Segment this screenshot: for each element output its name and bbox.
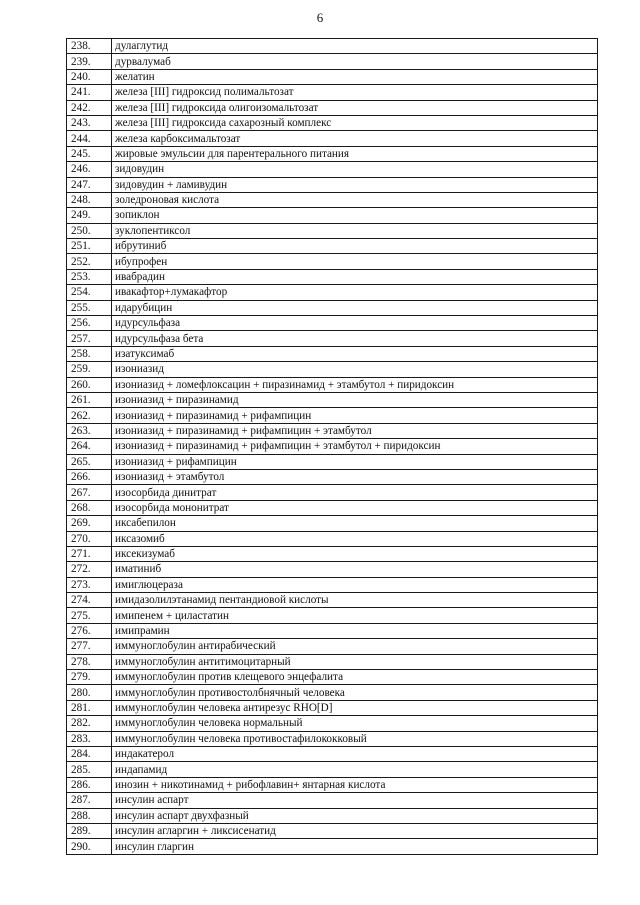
row-number-cell: 289. — [67, 823, 112, 838]
drug-name-cell: изониазид — [112, 362, 598, 377]
row-number-cell: 269. — [67, 516, 112, 531]
drug-name-cell: золедроновая кислота — [112, 192, 598, 207]
drug-name-cell: иммуноглобулин человека антирезус RHO[D] — [112, 700, 598, 715]
table-row — [67, 85, 598, 100]
table-row — [67, 254, 598, 269]
row-number-cell: 287. — [67, 793, 112, 808]
drug-name-cell: иммуноглобулин антитимоцитарный — [112, 654, 598, 669]
table-row — [67, 285, 598, 300]
row-number-cell: 284. — [67, 746, 112, 761]
drug-name-cell: ибупрофен — [112, 254, 598, 269]
drug-name-cell: изониазид + рифампицин — [112, 454, 598, 469]
table-row — [67, 439, 598, 454]
table-row — [67, 377, 598, 392]
table-row — [67, 623, 598, 638]
table-row — [67, 69, 598, 84]
drug-name-cell: железа [III] гидроксид полимальтозат — [112, 85, 598, 100]
drug-name-cell: имидазолилэтанамид пентандиовой кислоты — [112, 593, 598, 608]
table-row — [67, 731, 598, 746]
drug-name-cell: имиглюцераза — [112, 577, 598, 592]
drug-name-cell: зидовудин — [112, 162, 598, 177]
row-number-cell: 270. — [67, 531, 112, 546]
drug-name-cell: инсулин агларгин + ликсисенатид — [112, 823, 598, 838]
drug-name-cell: инсулин аспарт двухфазный — [112, 808, 598, 823]
row-number-cell: 267. — [67, 485, 112, 500]
drug-name-cell: иматиниб — [112, 562, 598, 577]
table-row — [67, 100, 598, 115]
drug-name-cell: изониазид + пиразинамид — [112, 392, 598, 407]
drug-name-cell: желатин — [112, 69, 598, 84]
row-number-cell: 241. — [67, 85, 112, 100]
table-row — [67, 700, 598, 715]
drug-name-cell: железа [III] гидроксида сахарозный комплекс — [112, 115, 598, 130]
drug-name-cell: зопиклон — [112, 208, 598, 223]
drug-name-cell: инсулин гларгин — [112, 839, 598, 854]
table-row — [67, 516, 598, 531]
page-number: 6 — [316, 10, 324, 25]
row-number-cell: 257. — [67, 331, 112, 346]
drug-name-cell: индапамид — [112, 762, 598, 777]
drug-list-table — [66, 38, 598, 855]
table-row — [67, 762, 598, 777]
drug-name-cell: железа карбоксимальтозат — [112, 131, 598, 146]
drug-name-cell: изониазид + пиразинамид + рифампицин + этамбутол — [112, 423, 598, 438]
drug-name-cell: иммуноглобулин противостолбнячный человека — [112, 685, 598, 700]
drug-name-cell: иммуноглобулин человека противостафилококковый — [112, 731, 598, 746]
table-row — [67, 716, 598, 731]
drug-name-cell: инозин + никотинамид + рибофлавин+ янтарная кислота — [112, 777, 598, 792]
drug-name-cell: ивакафтор+лумакафтор — [112, 285, 598, 300]
table-row — [67, 300, 598, 315]
table-row — [67, 115, 598, 130]
table-row — [67, 223, 598, 238]
table-row — [67, 654, 598, 669]
drug-name-cell: изосорбида мононитрат — [112, 500, 598, 515]
row-number-cell: 282. — [67, 716, 112, 731]
table-row — [67, 54, 598, 69]
row-number-cell: 276. — [67, 623, 112, 638]
table-row — [67, 454, 598, 469]
row-number-cell: 279. — [67, 670, 112, 685]
row-number-cell: 271. — [67, 546, 112, 561]
table-row — [67, 808, 598, 823]
row-number-cell: 268. — [67, 500, 112, 515]
row-number-cell: 272. — [67, 562, 112, 577]
drug-name-cell: изониазид + этамбутол — [112, 469, 598, 484]
table-row — [67, 316, 598, 331]
drug-name-cell: индакатерол — [112, 746, 598, 761]
drug-name-cell: иммуноглобулин против клещевого энцефалита — [112, 670, 598, 685]
drug-list-body — [67, 39, 598, 855]
row-number-cell: 273. — [67, 577, 112, 592]
drug-name-cell: идурсульфаза — [112, 316, 598, 331]
table-row — [67, 793, 598, 808]
drug-name-cell: иксабепилон — [112, 516, 598, 531]
table-row — [67, 131, 598, 146]
row-number-cell: 249. — [67, 208, 112, 223]
row-number-cell: 290. — [67, 839, 112, 854]
row-number-cell: 242. — [67, 100, 112, 115]
table-row — [67, 392, 598, 407]
table-row — [67, 162, 598, 177]
table-row — [67, 423, 598, 438]
table-row — [67, 593, 598, 608]
drug-name-cell: ибрутиниб — [112, 239, 598, 254]
row-number-cell: 266. — [67, 469, 112, 484]
row-number-cell: 274. — [67, 593, 112, 608]
drug-name-cell: ивабрадин — [112, 269, 598, 284]
table-row — [67, 546, 598, 561]
table-row — [67, 362, 598, 377]
row-number-cell: 275. — [67, 608, 112, 623]
row-number-cell: 288. — [67, 808, 112, 823]
drug-name-cell: инсулин аспарт — [112, 793, 598, 808]
table-row — [67, 670, 598, 685]
row-number-cell: 286. — [67, 777, 112, 792]
row-number-cell: 281. — [67, 700, 112, 715]
row-number-cell: 280. — [67, 685, 112, 700]
drug-name-cell: изатуксимаб — [112, 346, 598, 361]
row-number-cell: 263. — [67, 423, 112, 438]
drug-name-cell: дулаглутид — [112, 39, 598, 54]
row-number-cell: 240. — [67, 69, 112, 84]
table-row — [67, 500, 598, 515]
table-row — [67, 777, 598, 792]
row-number-cell: 239. — [67, 54, 112, 69]
row-number-cell: 238. — [67, 39, 112, 54]
table-row — [67, 208, 598, 223]
drug-name-cell: иксазомиб — [112, 531, 598, 546]
drug-name-cell: зидовудин + ламивудин — [112, 177, 598, 192]
row-number-cell: 261. — [67, 392, 112, 407]
row-number-cell: 277. — [67, 639, 112, 654]
row-number-cell: 251. — [67, 239, 112, 254]
row-number-cell: 260. — [67, 377, 112, 392]
row-number-cell: 285. — [67, 762, 112, 777]
table-row — [67, 608, 598, 623]
table-row — [67, 469, 598, 484]
drug-name-cell: изосорбида динитрат — [112, 485, 598, 500]
row-number-cell: 248. — [67, 192, 112, 207]
row-number-cell: 262. — [67, 408, 112, 423]
drug-name-cell: дурвалумаб — [112, 54, 598, 69]
row-number-cell: 258. — [67, 346, 112, 361]
drug-name-cell: иммуноглобулин антирабический — [112, 639, 598, 654]
row-number-cell: 264. — [67, 439, 112, 454]
table-row — [67, 577, 598, 592]
drug-name-cell: иксекизумаб — [112, 546, 598, 561]
row-number-cell: 243. — [67, 115, 112, 130]
drug-name-cell: изониазид + ломефлоксацин + пиразинамид + этамбутол + пиридоксин — [112, 377, 598, 392]
drug-name-cell: изониазид + пиразинамид + рифампицин — [112, 408, 598, 423]
drug-name-cell: имипенем + циластатин — [112, 608, 598, 623]
table-row — [67, 39, 598, 54]
table-row — [67, 562, 598, 577]
drug-name-cell: изониазид + пиразинамид + рифампицин + этамбутол + пиридоксин — [112, 439, 598, 454]
table-row — [67, 269, 598, 284]
table-row — [67, 331, 598, 346]
row-number-cell: 246. — [67, 162, 112, 177]
row-number-cell: 259. — [67, 362, 112, 377]
drug-name-cell: имипрамин — [112, 623, 598, 638]
row-number-cell: 256. — [67, 316, 112, 331]
row-number-cell: 265. — [67, 454, 112, 469]
table-row — [67, 639, 598, 654]
drug-name-cell: железа [III] гидроксида олигоизомальтозат — [112, 100, 598, 115]
table-row — [67, 839, 598, 854]
row-number-cell: 250. — [67, 223, 112, 238]
table-row — [67, 408, 598, 423]
drug-name-cell: иммуноглобулин человека нормальный — [112, 716, 598, 731]
row-number-cell: 278. — [67, 654, 112, 669]
row-number-cell: 253. — [67, 269, 112, 284]
table-row — [67, 346, 598, 361]
row-number-cell: 244. — [67, 131, 112, 146]
table-row — [67, 146, 598, 161]
table-row — [67, 177, 598, 192]
table-row — [67, 239, 598, 254]
table-row — [67, 746, 598, 761]
row-number-cell: 252. — [67, 254, 112, 269]
table-row — [67, 485, 598, 500]
drug-name-cell: зуклопентиксол — [112, 223, 598, 238]
table-row — [67, 823, 598, 838]
drug-name-cell: идурсульфаза бета — [112, 331, 598, 346]
row-number-cell: 247. — [67, 177, 112, 192]
table-row — [67, 531, 598, 546]
row-number-cell: 245. — [67, 146, 112, 161]
table-row — [67, 685, 598, 700]
row-number-cell: 283. — [67, 731, 112, 746]
row-number-cell: 254. — [67, 285, 112, 300]
row-number-cell: 255. — [67, 300, 112, 315]
drug-name-cell: идарубицин — [112, 300, 598, 315]
table-row — [67, 192, 598, 207]
drug-name-cell: жировые эмульсии для парентерального питания — [112, 146, 598, 161]
